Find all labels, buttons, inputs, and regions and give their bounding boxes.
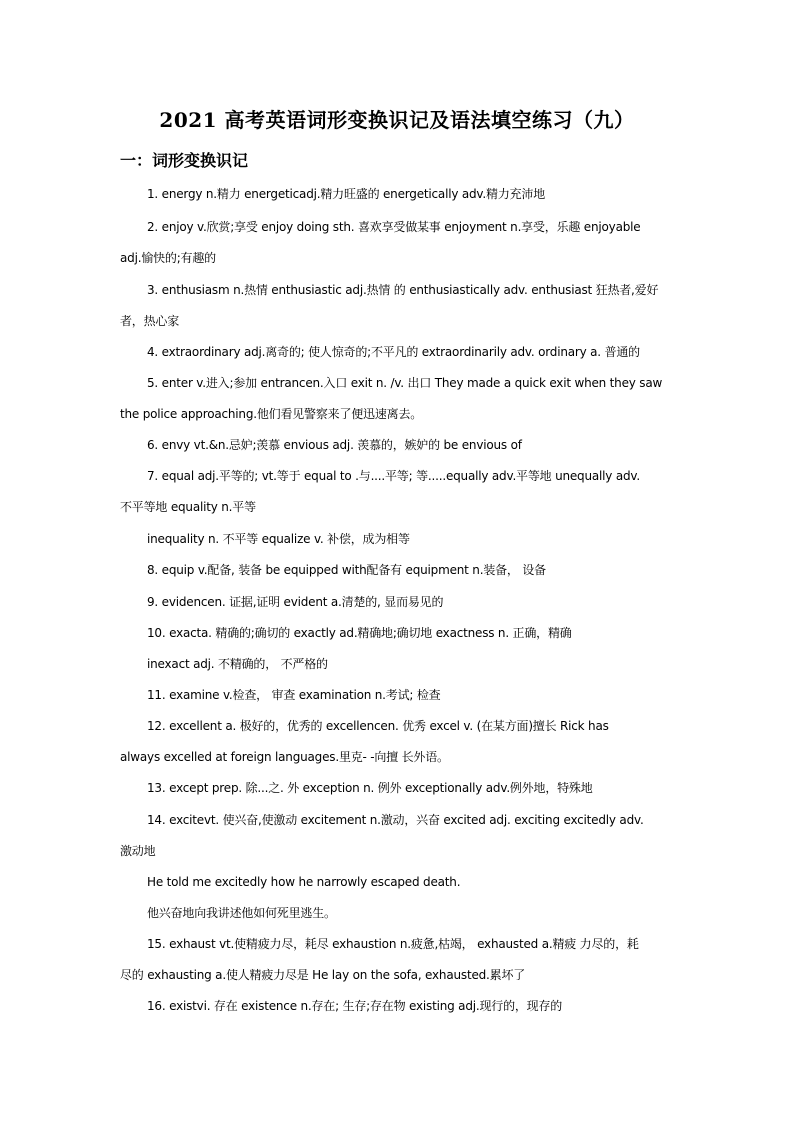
entry-line: 14. excitevt. 使兴奋,使激动 excitement n.激动，兴奋 excited adj. exciting excitedly adv. bbox=[147, 813, 644, 827]
entry-line-continuation: 者，热心家 bbox=[120, 314, 180, 328]
entry-line: 3. enthusiasm n.热情 enthusiastic adj.热情 的 enthusiastically adv. enthusiast 狂热者,爱好 bbox=[147, 283, 659, 297]
entry-line-continuation: 不平等地 equality n.平等 bbox=[120, 500, 256, 514]
entry-line-continuation: adj.愉快的;有趣的 bbox=[120, 251, 216, 265]
entry-line: 11. examine v.检查， 审查 examination n.考试; 检查 bbox=[147, 688, 441, 702]
page-title: 2021 高考英语词形变换识记及语法填空练习（九） bbox=[159, 108, 635, 132]
entry-line-continuation: the police approaching.他们看见警察来了便迅速离去。 bbox=[120, 407, 423, 421]
entry-line: 9. evidencen. 证据,证明 evident a.清楚的, 显而易见的 bbox=[147, 595, 444, 609]
entry-line: 2. enjoy v.欣赏;享受 enjoy doing sth. 喜欢享受做某事 enjoyment n.享受，乐趣 enjoyable bbox=[147, 220, 641, 234]
entry-line: 10. exacta. 精确的;确切的 exactly ad.精确地;确切地 exactness n. 正确，精确 bbox=[147, 626, 572, 640]
entry-line: 15. exhaust vt.使精疲力尽，耗尽 exhaustion n.疲惫,枯竭， exhausted a.精疲 力尽的，耗 bbox=[147, 937, 639, 951]
example-sentence: He told me excitedly how he narrowly escaped death. bbox=[147, 875, 461, 889]
section-heading: 一：词形变换识记 bbox=[120, 151, 249, 170]
example-translation: 他兴奋地向我讲述他如何死里逃生。 bbox=[147, 906, 336, 920]
entry-line: 12. excellent a. 极好的，优秀的 excellencen. 优秀 excel v. (在某方面)擅长 Rick has bbox=[147, 719, 609, 733]
entry-line-continuation: inexact adj. 不精确的， 不严格的 bbox=[147, 657, 328, 671]
entry-line-continuation: inequality n. 不平等 equalize v. 补偿，成为相等 bbox=[147, 532, 410, 546]
entry-line-continuation: 激动地 bbox=[120, 844, 156, 858]
entry-line-continuation: always excelled at foreign languages.里克- -向擅 长外语。 bbox=[120, 750, 449, 764]
entry-line: 1. energy n.精力 energeticadj.精力旺盛的 energetically adv.精力充沛地 bbox=[147, 187, 546, 201]
entry-line: 16. existvi. 存在 existence n.存在; 生存;存在物 existing adj.现行的，现存的 bbox=[147, 999, 563, 1013]
entry-line: 13. except prep. 除...之. 外 exception n. 例外 exceptionally adv.例外地，特殊地 bbox=[147, 781, 593, 795]
entry-line: 7. equal adj.平等的; vt.等于 equal to .与....平等; 等.....equally adv.平等地 unequally adv. bbox=[147, 469, 640, 483]
entry-line: 8. equip v.配备, 装备 be equipped with配备有 equipment n.装备， 设备 bbox=[147, 563, 546, 577]
entry-line: 6. envy vt.&n.忌妒;羡慕 envious adj. 羡慕的，嫉妒的 be envious of bbox=[147, 438, 522, 452]
entry-line-continuation: 尽的 exhausting a.使人精疲力尽是 He lay on the sofa, exhausted.累坏了 bbox=[120, 968, 526, 982]
entry-line: 5. enter v.进入;参加 entrancen.入口 exit n. /v. 出口 They made a quick exit when they saw bbox=[147, 376, 663, 390]
entry-line: 4. extraordinary adj.离奇的; 使人惊奇的;不平凡的 extraordinarily adv. ordinary a. 普通的 bbox=[147, 345, 640, 359]
